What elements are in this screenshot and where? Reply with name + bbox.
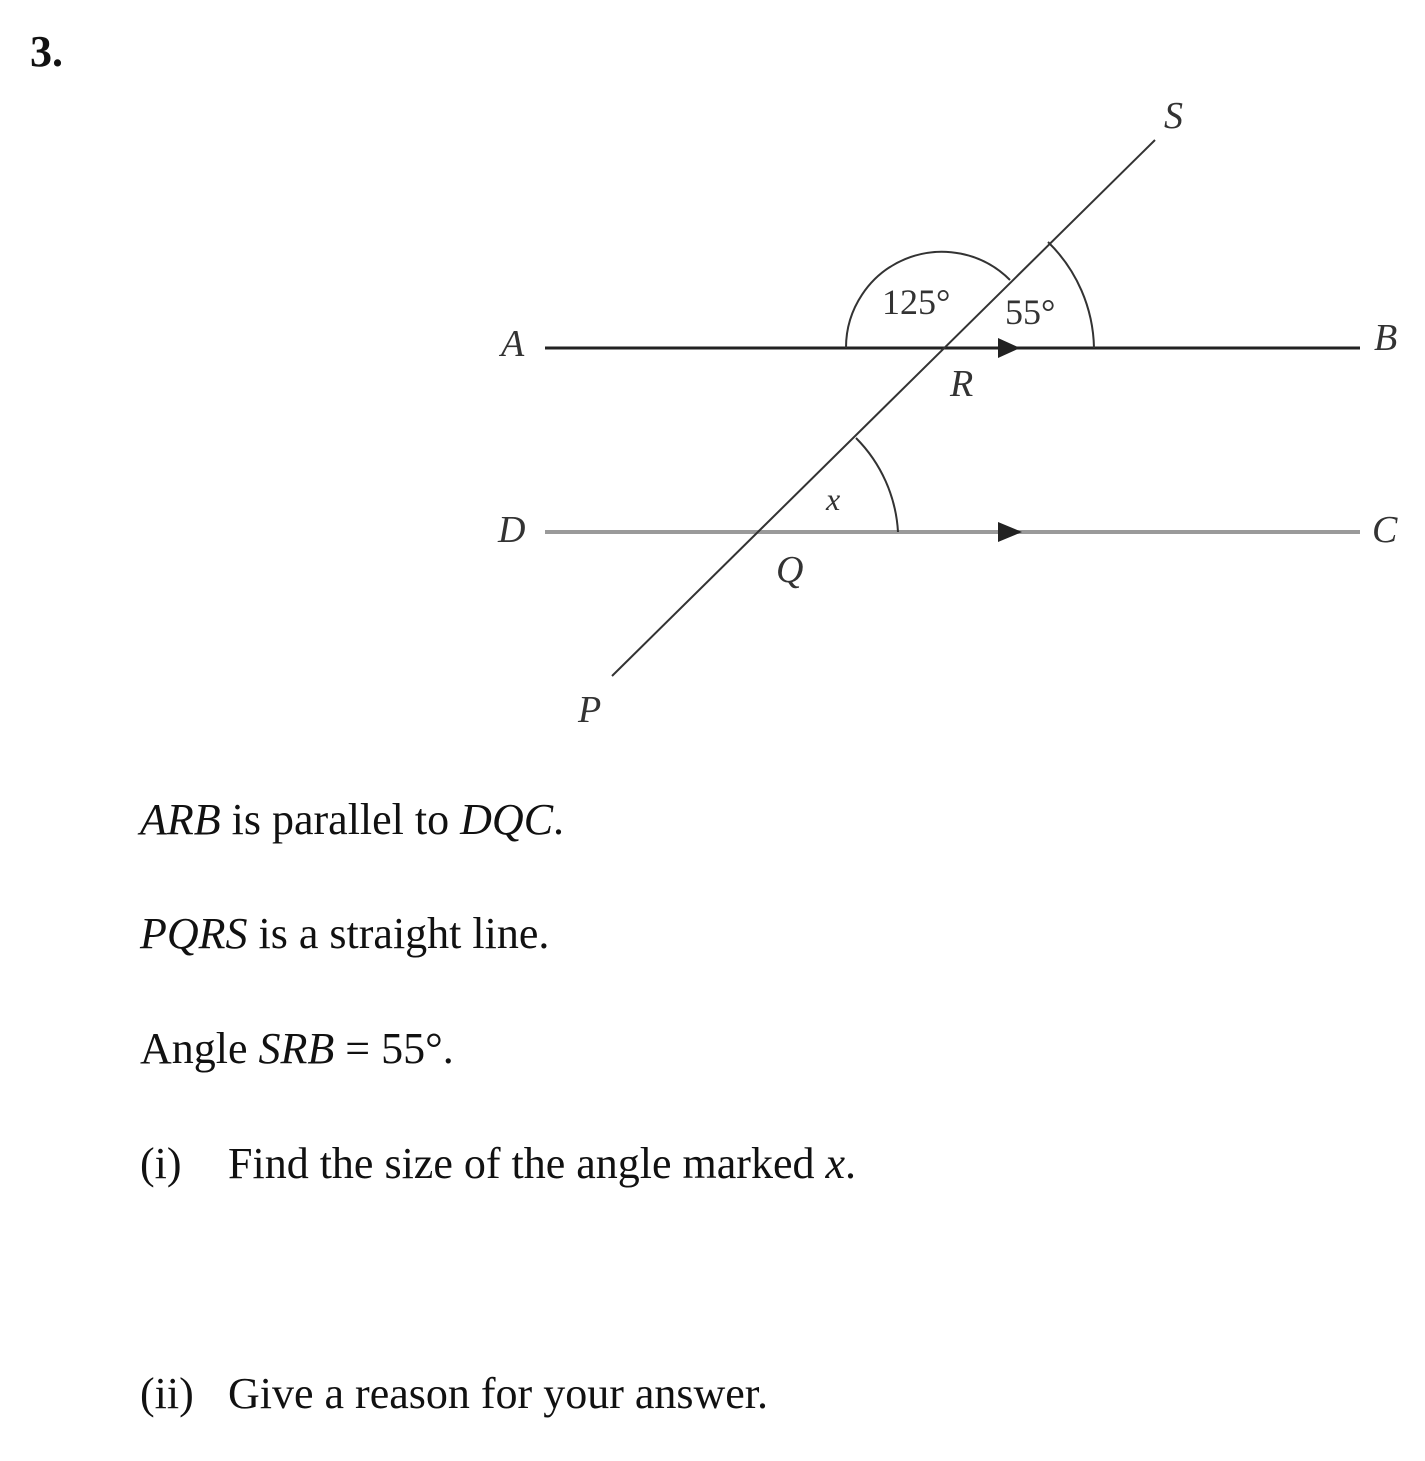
label-point-s: S (1164, 95, 1183, 137)
label-point-c: C (1372, 509, 1398, 551)
question-number: 3. (30, 27, 63, 76)
statement-angle-srb: Angle SRB = 55°. (140, 1024, 454, 1073)
label-angle-55: 55° (1005, 292, 1056, 332)
label-point-p: P (578, 689, 602, 731)
statement-parallel: ARB is parallel to DQC. (140, 795, 565, 844)
label-angle-x: x (826, 481, 841, 517)
question-part-i: (i) Find the size of the angle marked x. (140, 1138, 856, 1191)
part-label-ii: (ii) (140, 1369, 194, 1418)
part-label-i: (i) (140, 1139, 182, 1188)
parallel-arrow-bottom (998, 522, 1022, 542)
segment-dqc: DQC (460, 795, 554, 844)
angle-name-srb: SRB (258, 1024, 335, 1073)
label-point-q: Q (776, 549, 804, 591)
question-part-ii: (ii) Give a reason for your answer. (140, 1368, 768, 1421)
parallel-arrow-top (998, 338, 1020, 358)
label-point-b: B (1374, 317, 1398, 359)
segment-arb: ARB (140, 795, 221, 844)
line-name-pqrs: PQRS (140, 909, 248, 958)
arc-angle-x (856, 438, 898, 532)
statement-straight-line: PQRS is a straight line. (140, 909, 550, 958)
label-point-a: A (501, 323, 525, 365)
label-point-r: R (950, 363, 974, 405)
label-point-d: D (498, 509, 526, 551)
label-angle-125: 125° (882, 282, 951, 322)
line-pqrs (612, 140, 1155, 676)
